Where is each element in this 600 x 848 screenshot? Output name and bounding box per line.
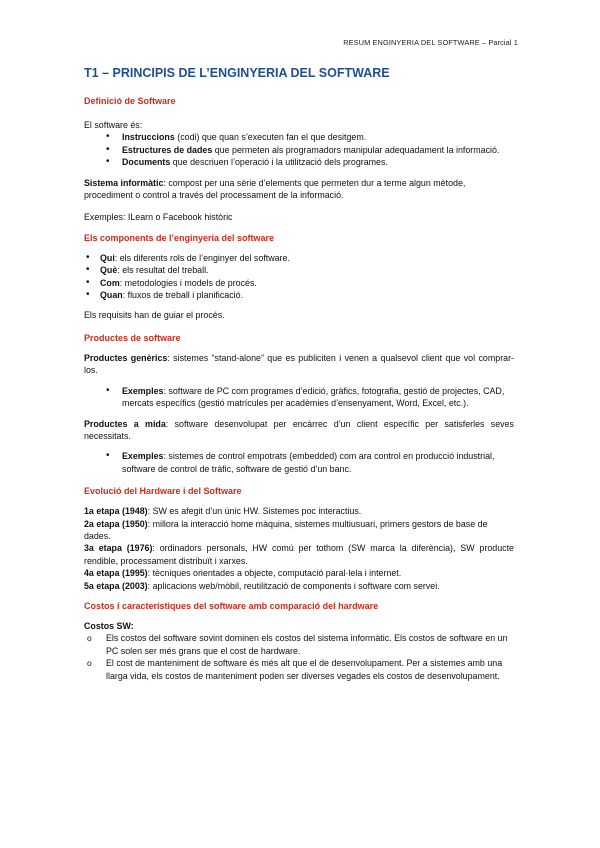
list-item: o El cost de manteniment de software és més alt que el de desenvolupament. Per a sistemes amb una llarga vida, els costos de manteniment poden ser diverses vegades els costos de desenvolupament.	[84, 657, 514, 682]
section-heading-components: Els components de l’enginyeria del software	[84, 232, 275, 243]
mida-examples-list	[84, 450, 514, 475]
generics-examples-list	[84, 385, 514, 410]
sistema-informatic-paragraph: Sistema informàtic: compost per una sèrie d’elements que permeten dur a terme algun mètode, procediment o control a través del processament de la informació.	[84, 177, 466, 201]
section-heading-productes: Productes de software	[84, 332, 181, 343]
document-body	[84, 66, 514, 682]
list-item: • Instruccions (codi) que quan s’executen fan el que desitgem.	[84, 131, 514, 143]
section-heading-costos: Costos i característiques del software amb comparació del hardware	[84, 600, 379, 611]
productes-generics-paragraph: Productes genèrics: sistemes “stand-alone” que es publiciten i venen a qualsevol client que vol comprar-los.	[84, 352, 514, 376]
list-item: o Els costos del software sovint dominen els costos del sistema informàtic. Els costos de software en un PC solen ser més grans que el cost de hardware.	[84, 632, 514, 657]
page-title: T1 – PRINCIPIS DE L’ENGINYERIA DEL SOFTWARE	[84, 66, 390, 80]
costos-subheading: Costos SW:	[84, 620, 134, 631]
list-item: • Exemples: sistemes de control empotrats (embedded) com ara control en producció industrial, software de control de tràfic, software de gestió d’un banc.	[84, 450, 514, 475]
software-definition-list	[84, 131, 514, 168]
etapa-line: 3a etapa (1976): ordinadors personals, HW comú per tothom (SW marca la diferència), SW producte rendible, processament distribuït i xarxes.	[84, 543, 514, 566]
section-heading-evolucio: Evolució del Hardware i del Software	[84, 486, 242, 497]
list-item: • Què: els resultat del treball.	[84, 264, 514, 276]
etapa-line: 1a etapa (1948): SW es afegit d’un únic HW. Sistemes poc interactius.	[84, 506, 362, 517]
section-heading-definicio: Definició de Software	[84, 96, 176, 106]
examples-line: Exemples: ILearn o Facebook històric	[84, 212, 233, 223]
requisits-note: Els requisits han de guiar el procés.	[84, 310, 225, 321]
components-list	[84, 252, 514, 302]
etapa-line: 2a etapa (1950): millora la interacció home màquina, sistemes multiusuari, primers gestors de base de dades.	[84, 518, 488, 541]
list-item: • Qui: els diferents rols de l’enginyer del software.	[84, 252, 514, 264]
list-item: • Estructures de dades que permeten als programadors manipular adequadament la informació.	[84, 144, 514, 156]
costos-list	[84, 632, 514, 682]
etapa-line: 5a etapa (2003): aplicacions web/mòbil, reutilització de components i software com servei.	[84, 580, 440, 591]
etapa-line: 4a etapa (1995): tècniques orientades a objecte, computació paral·lela i internet.	[84, 568, 402, 579]
software-intro: El software és:	[84, 120, 143, 130]
page-header: RESUM ENGINYERIA DEL SOFTWARE – Parcial 1	[343, 38, 518, 47]
list-item: • Documents que descriuen l’operació i la utilització dels programes.	[84, 156, 514, 168]
list-item: • Exemples: software de PC com programes d’edició, gràfics, fotografia, gestió de projectes, CAD, mercats específics (gestió matrícules per acadèmies d’ensenyament, Word, Excel, etc.).	[84, 385, 514, 410]
productes-mida-paragraph: Productes a mida: software desenvolupat per encàrrec d’un client específic per satisferles seves necessitats.	[84, 418, 514, 441]
list-item: • Com: metodologies i models de procés.	[84, 277, 514, 289]
list-item: • Quan: fluxos de treball i planificació.	[84, 289, 514, 301]
